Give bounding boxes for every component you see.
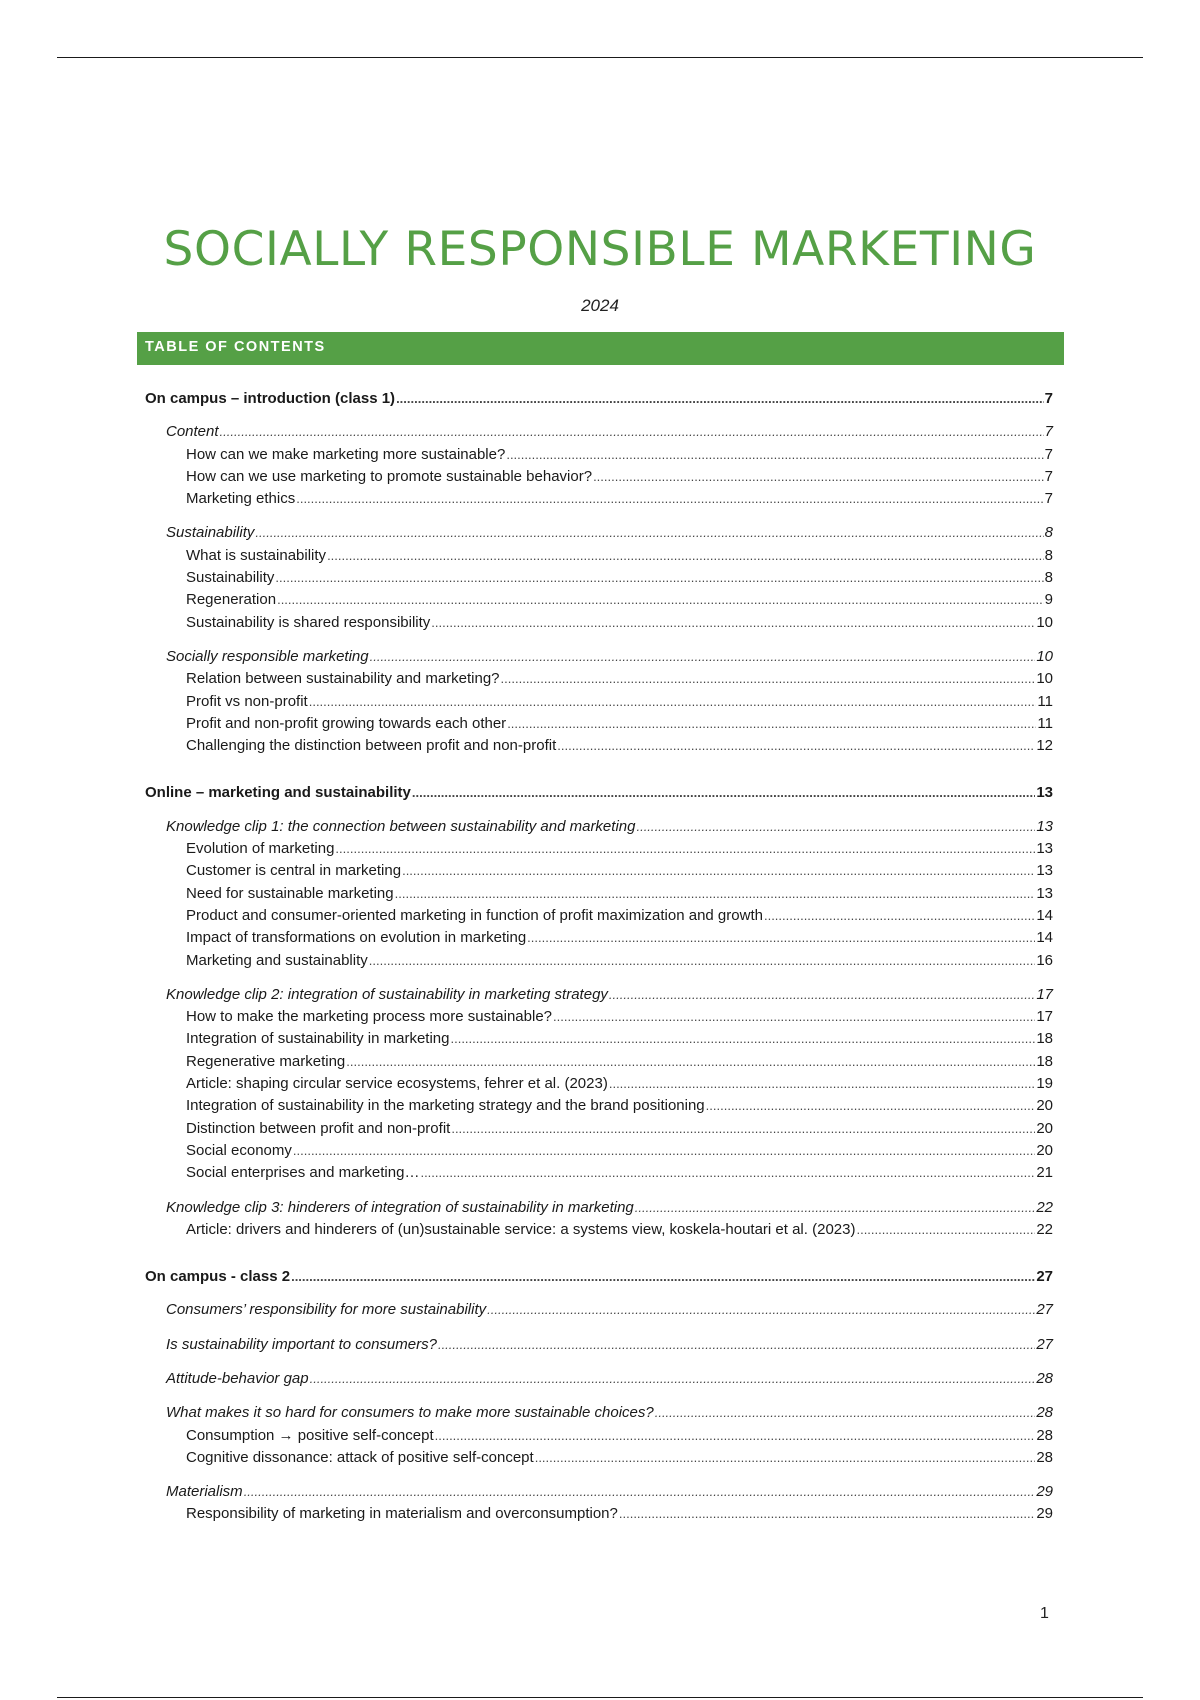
toc-entry-title: Online – marketing and sustainability: [145, 784, 411, 802]
toc-entry-level-2[interactable]: [145, 522, 1053, 544]
toc-dot-leader: [655, 1402, 1036, 1424]
toc-entry-level-3[interactable]: [145, 1095, 1053, 1117]
toc-entry-level-1[interactable]: [145, 782, 1053, 804]
toc-dot-leader: [244, 1481, 1036, 1503]
toc-entry-level-3[interactable]: [145, 927, 1053, 949]
toc-entry-page: 28: [1036, 1448, 1053, 1466]
toc-entry-title: Cognitive dissonance: attack of positive self-concept: [186, 1448, 534, 1466]
toc-entry-page: 12: [1036, 737, 1053, 755]
toc-entry-level-2[interactable]: [145, 1299, 1053, 1321]
toc-entry-page: 10: [1036, 613, 1053, 631]
toc-entry-page: 27: [1036, 1335, 1053, 1353]
toc-entry-title: Distinction between profit and non-profit: [186, 1119, 451, 1137]
toc-entry-title: On campus – introduction (class 1): [145, 390, 396, 407]
toc-dot-leader: [335, 838, 1035, 860]
toc-dot-leader: [609, 984, 1035, 1006]
toc-entry-title: Knowledge clip 3: hinderers of integration of sustainability in marketing: [166, 1198, 634, 1216]
toc-entry-level-3[interactable]: [145, 444, 1053, 466]
header-rule: [57, 57, 1143, 58]
toc-entry-title: Integration of sustainability in the marketing strategy and the brand positioning: [186, 1097, 705, 1115]
toc-entry-page: 13: [1036, 862, 1053, 880]
toc-entry-page: 20: [1036, 1141, 1053, 1159]
toc-entry-title: Knowledge clip 2: integration of sustainability in marketing strategy: [166, 985, 608, 1003]
toc-dot-leader: [420, 1162, 1035, 1184]
toc-entry-level-3[interactable]: [145, 838, 1053, 860]
toc-entry-page: 8: [1044, 524, 1053, 542]
toc-dot-leader: [593, 466, 1044, 488]
toc-entry-level-3[interactable]: [145, 612, 1053, 634]
toc-entry-title: How can we use marketing to promote sustainable behavior?: [186, 467, 593, 485]
toc-entry-page: 27: [1036, 1268, 1053, 1286]
toc-entry-title: On campus - class 2: [145, 1268, 291, 1286]
toc-entry-title: Is sustainability important to consumers?: [166, 1335, 437, 1353]
toc-entry-title: What is sustainability: [186, 546, 327, 564]
toc-entry-level-3[interactable]: [145, 567, 1053, 589]
toc-entry-page: 21: [1036, 1164, 1053, 1182]
toc-entry-page: 14: [1036, 906, 1053, 924]
toc-dot-leader: [609, 1073, 1035, 1095]
toc-entry-level-3[interactable]: [145, 1028, 1053, 1050]
toc-entry-level-3[interactable]: [145, 860, 1053, 882]
toc-entry-level-2[interactable]: [145, 1197, 1053, 1219]
toc-entry-level-3[interactable]: [145, 883, 1053, 905]
toc-entry-level-2[interactable]: [145, 1334, 1053, 1356]
toc-entry-level-3[interactable]: [145, 905, 1053, 927]
toc-entry-page: 13: [1036, 840, 1053, 858]
toc-entry-page: 28: [1036, 1369, 1053, 1387]
toc-dot-leader: [370, 646, 1036, 668]
toc-dot-leader: [636, 816, 1035, 838]
toc-dot-leader: [291, 1266, 1035, 1288]
toc-entry-title: Evolution of marketing: [186, 840, 335, 858]
toc-entry-page: 11: [1037, 714, 1053, 732]
toc-entry-level-3[interactable]: [145, 1162, 1053, 1184]
toc-dot-leader: [535, 1447, 1036, 1469]
document-year: 2024: [581, 296, 619, 315]
toc-entry-level-3[interactable]: [145, 589, 1053, 611]
toc-entry-page: 29: [1036, 1483, 1053, 1501]
toc-entry-level-3[interactable]: [145, 1425, 1053, 1447]
toc-entry-title: Sustainability: [166, 524, 255, 542]
toc-entry-level-2[interactable]: [145, 984, 1053, 1006]
toc-dot-leader: [764, 905, 1035, 927]
toc-entry-page: 13: [1036, 817, 1053, 835]
toc-entry-page: 19: [1036, 1075, 1053, 1093]
toc-entry-level-2[interactable]: [145, 646, 1053, 668]
toc-heading-bar: [137, 332, 1064, 365]
toc-dot-leader: [527, 927, 1035, 949]
toc-entry-page: 9: [1044, 591, 1053, 609]
toc-entry-title: Social enterprises and marketing…: [186, 1164, 420, 1182]
toc-entry-title: Social economy: [186, 1141, 292, 1159]
toc-entry-title: Integration of sustainability in marketing: [186, 1030, 450, 1048]
toc-entry-page: 8: [1044, 569, 1053, 587]
toc-dot-leader: [438, 1334, 1035, 1356]
toc-entry-level-3[interactable]: [145, 1503, 1053, 1525]
toc-entry-title: Consumers’ responsibility for more sustainability: [166, 1301, 487, 1319]
toc-entry-title: Marketing ethics: [186, 490, 296, 508]
toc-entry-title: Sustainability: [186, 569, 275, 587]
toc-entry-level-3[interactable]: [145, 950, 1053, 972]
toc-entry-level-1[interactable]: [145, 1266, 1053, 1288]
toc-dot-leader: [507, 713, 1036, 735]
toc-entry-page: 7: [1044, 445, 1053, 463]
toc-entry-title: How can we make marketing more sustainable?: [186, 445, 506, 463]
toc-heading: TABLE OF CONTENTS: [145, 339, 326, 355]
toc-entry-title: Need for sustainable marketing: [186, 884, 394, 902]
toc-entry-page: 29: [1036, 1505, 1053, 1523]
toc-dot-leader: [220, 421, 1044, 443]
toc-entry-title: Profit vs non-profit: [186, 692, 308, 710]
toc-entry-title: Impact of transformations on evolution in marketing: [186, 929, 527, 947]
toc-entry-level-3[interactable]: [145, 668, 1053, 690]
toc-entry-level-1[interactable]: [145, 388, 1053, 410]
toc-entry-title: Materialism: [166, 1483, 243, 1501]
toc-dot-leader: [856, 1219, 1035, 1241]
toc-entry-title: Marketing and sustainablity: [186, 951, 368, 969]
toc-entry-level-3[interactable]: [145, 1447, 1053, 1469]
toc-entry-level-3[interactable]: [145, 488, 1053, 510]
toc-entry-title: Responsibility of marketing in materialism and overconsumption?: [186, 1505, 618, 1523]
toc-dot-leader: [293, 1140, 1035, 1162]
page-number: 1: [1040, 1605, 1049, 1622]
toc-dot-leader: [309, 691, 1037, 713]
toc-dot-leader: [412, 782, 1035, 804]
toc-entry-level-3[interactable]: [145, 1140, 1053, 1162]
toc-entry-page: 10: [1036, 670, 1053, 688]
toc-entry-page: 13: [1036, 784, 1053, 802]
toc-dot-leader: [327, 545, 1044, 567]
toc-entry-level-3[interactable]: [145, 545, 1053, 567]
toc-entry-level-3[interactable]: [145, 691, 1053, 713]
toc-dot-leader: [706, 1095, 1036, 1117]
toc-entry-title: Relation between sustainability and marketing?: [186, 670, 500, 688]
toc-entry-title: Content: [166, 423, 219, 441]
toc-entry-title: Article: shaping circular service ecosystems, fehrer et al. (2023): [186, 1075, 608, 1093]
toc-dot-leader: [255, 522, 1043, 544]
toc-entry-title: Knowledge clip 1: the connection between sustainability and marketing: [166, 817, 636, 835]
toc-entry-title: What makes it so hard for consumers to make more sustainable choices?: [166, 1404, 654, 1422]
toc-entry-page: 7: [1044, 423, 1053, 441]
toc-entry-page: 8: [1044, 546, 1053, 564]
toc-entry-level-2[interactable]: [145, 1402, 1053, 1424]
toc-entry-page: 17: [1036, 1008, 1053, 1026]
toc-entry-level-2[interactable]: [145, 1368, 1053, 1390]
toc-entry-title: Regeneration: [186, 591, 277, 609]
toc-entry-level-2[interactable]: [145, 421, 1053, 443]
toc-entry-level-3[interactable]: [145, 735, 1053, 757]
toc-dot-leader: [402, 860, 1035, 882]
toc-entry-page: 13: [1036, 884, 1053, 902]
toc-entry-level-3[interactable]: [145, 1118, 1053, 1140]
toc-entry-title: Customer is central in marketing: [186, 862, 402, 880]
toc-entry-page: 22: [1036, 1198, 1053, 1216]
toc-dot-leader: [346, 1051, 1035, 1073]
toc-dot-leader: [277, 589, 1044, 611]
toc-entry-title: Attitude-behavior gap: [166, 1369, 309, 1387]
toc-dot-leader: [450, 1028, 1035, 1050]
toc-entry-page: 28: [1036, 1426, 1053, 1444]
toc-entry-level-2[interactable]: [145, 816, 1053, 838]
toc-dot-leader: [369, 950, 1036, 972]
toc-entry-page: 10: [1036, 647, 1053, 665]
toc-dot-leader: [619, 1503, 1035, 1525]
toc-entry-page: 27: [1036, 1301, 1053, 1319]
toc-dot-leader: [635, 1197, 1036, 1219]
toc-entry-title: Socially responsible marketing: [166, 647, 369, 665]
toc-dot-leader: [557, 735, 1035, 757]
toc-entry-page: 20: [1036, 1097, 1053, 1115]
toc-entry-page: 16: [1036, 951, 1053, 969]
toc-entry-title: Article: drivers and hinderers of (un)sustainable service: a systems view, koskela-houtari et al. (2023): [186, 1220, 856, 1238]
toc-dot-leader: [310, 1368, 1036, 1390]
toc-entry-level-3[interactable]: [145, 1073, 1053, 1095]
toc-entry-page: 7: [1044, 490, 1053, 508]
toc-dot-leader: [501, 668, 1036, 690]
toc-entry-page: 14: [1036, 929, 1053, 947]
toc-dot-leader: [396, 388, 1044, 410]
footer-rule: [57, 1697, 1143, 1698]
toc-entry-level-3[interactable]: [145, 1006, 1053, 1028]
toc-entry-page: 18: [1036, 1052, 1053, 1070]
toc-dot-leader: [506, 444, 1043, 466]
toc-entry-title: Consumption → positive self-concept: [186, 1426, 434, 1444]
toc-entry-title: Challenging the distinction between profit and non-profit: [186, 737, 557, 755]
toc-entry-title: How to make the marketing process more sustainable?: [186, 1008, 553, 1026]
toc-dot-leader: [431, 612, 1035, 634]
toc-entry-level-2[interactable]: [145, 1481, 1053, 1503]
toc-entry-title: Product and consumer-oriented marketing in function of profit maximization and growth: [186, 906, 763, 924]
toc-entry-page: 18: [1036, 1030, 1053, 1048]
toc-dot-leader: [435, 1425, 1036, 1447]
toc-entry-level-3[interactable]: [145, 713, 1053, 735]
toc-dot-leader: [275, 567, 1043, 589]
toc-entry-page: 28: [1036, 1404, 1053, 1422]
toc-entry-level-3[interactable]: [145, 1051, 1053, 1073]
toc-entry-page: 17: [1036, 985, 1053, 1003]
toc-entry-page: 20: [1036, 1119, 1053, 1137]
table-of-contents: [145, 388, 1053, 1526]
toc-entry-level-3[interactable]: [145, 466, 1053, 488]
toc-entry-page: 7: [1044, 467, 1053, 485]
toc-entry-page: 11: [1037, 692, 1053, 710]
toc-entry-title: Regenerative marketing: [186, 1052, 346, 1070]
toc-dot-leader: [487, 1299, 1035, 1321]
toc-entry-level-3[interactable]: [145, 1219, 1053, 1241]
toc-dot-leader: [395, 883, 1036, 905]
toc-dot-leader: [296, 488, 1043, 510]
document-title: SOCIALLY RESPONSIBLE MARKETING: [163, 222, 1037, 277]
toc-entry-title: Profit and non-profit growing towards each other: [186, 714, 507, 732]
toc-dot-leader: [553, 1006, 1035, 1028]
toc-entry-title: Sustainability is shared responsibility: [186, 613, 431, 631]
toc-entry-page: 7: [1044, 390, 1053, 407]
toc-entry-page: 22: [1036, 1220, 1053, 1238]
toc-dot-leader: [451, 1118, 1035, 1140]
